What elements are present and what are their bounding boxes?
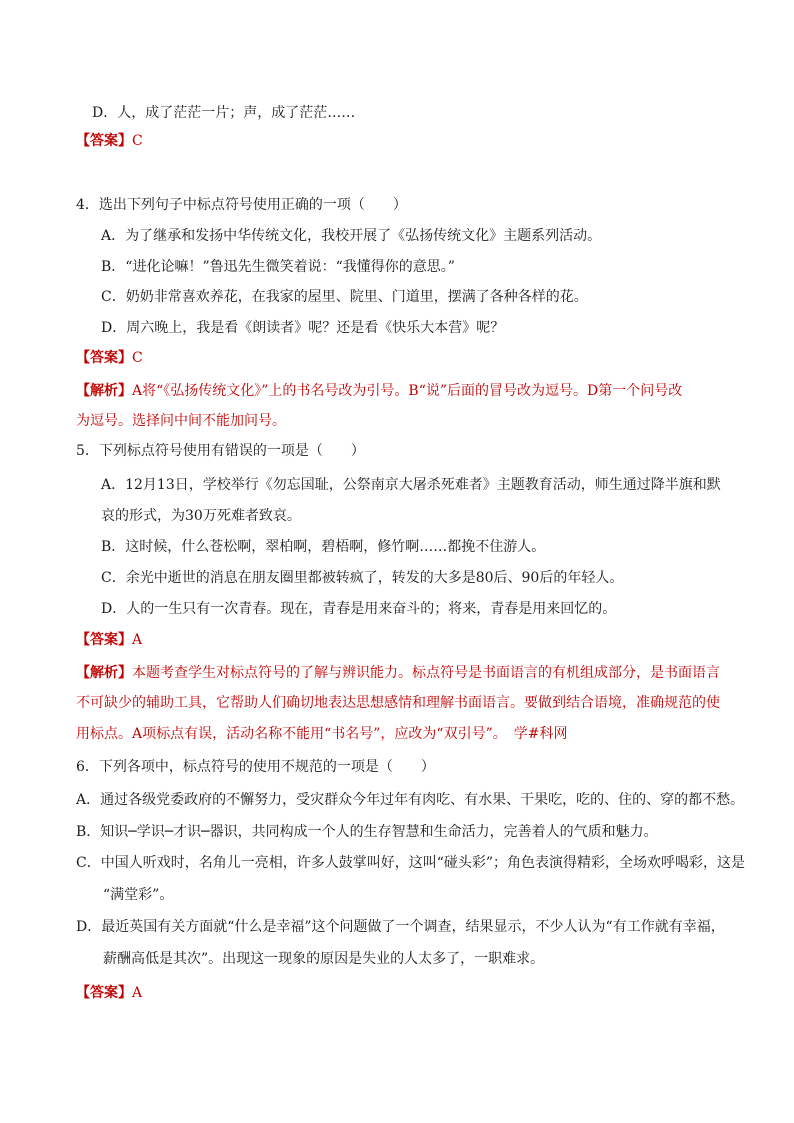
q4-analysis-line-2: 为逗号。选择问中间不能加问号。 bbox=[76, 413, 286, 429]
q5-option-a-line-1: A．12月13日，学校举行《勿忘国耻，公祭南京大屠杀死难者》主题教育活动，师生通过降半旗和默 bbox=[101, 477, 721, 493]
q5-option-c: C．余光中逝世的消息在朋友圈里都被转疯了，转发的大多是80后、90后的年轻人。 bbox=[101, 570, 624, 586]
q6-option-d-line-2: 薪酬高低是其次”。出现这一现象的原因是失业的人太多了，一职难求。 bbox=[103, 951, 545, 967]
analysis-tag: 【解析】 bbox=[76, 665, 132, 681]
answer-value: C bbox=[132, 133, 143, 149]
q4-option-d: D．周六晚上，我是看《朗读者》呢？还是看《快乐大本营》呢？ bbox=[101, 320, 505, 336]
q4-answer bbox=[76, 348, 143, 368]
answer-value: A bbox=[132, 985, 143, 1001]
q5-analysis-line-2: 不可缺少的辅助工具，它帮助人们确切地表达思想感情和理解书面语言。要做到结合语境，准确规范的使 bbox=[76, 695, 720, 711]
answer-tag: 【答案】 bbox=[76, 632, 132, 648]
q4-option-b: B．“进化论嘛！”鲁迅先生微笑着说：“我懂得你的意思。” bbox=[101, 259, 455, 275]
answer-value: C bbox=[132, 350, 143, 366]
q4-option-c: C．奶奶非常喜欢养花，在我家的屋里、院里、门道里，摆满了各种各样的花。 bbox=[101, 289, 588, 305]
answer-tag: 【答案】 bbox=[76, 985, 132, 1001]
q6-option-b: B．知识─学识─才识─器识，共同构成一个人的生存智慧和生命活力，完善着人的气质和魅力。 bbox=[76, 824, 658, 840]
answer-tag: 【答案】 bbox=[76, 133, 132, 149]
q5-option-d: D．人的一生只有一次青春。现在，青春是用来奋斗的；将来，青春是用来回忆的。 bbox=[101, 601, 617, 617]
q5-stem: 5．下列标点符号使用有错误的一项是（ ） bbox=[76, 443, 365, 459]
q5-option-a-line-2: 哀的形式，为30万死难者致哀。 bbox=[101, 508, 301, 524]
analysis-text: A将“《弘扬传统文化》”上的书名号改为引号。B“说”后面的冒号改为逗号。D第一个问号改 bbox=[132, 383, 683, 399]
q3-answer bbox=[76, 131, 143, 151]
q5-answer bbox=[76, 630, 142, 650]
q3-option-d: D．人，成了茫茫一片；声，成了茫茫…… bbox=[92, 105, 356, 121]
q6-option-c-line-1: C．中国人听戏时，名角儿一亮相，许多人鼓掌叫好，这叫“碰头彩”；角色表演得精彩，全场欢呼喝彩，这是 bbox=[76, 855, 746, 871]
answer-value: A bbox=[132, 632, 143, 648]
answer-tag: 【答案】 bbox=[76, 350, 132, 366]
q6-option-c-line-2: “满堂彩”。 bbox=[103, 887, 174, 903]
analysis-text: 本题考查学生对标点符号的了解与辨识能力。标点符号是书面语言的有机组成部分，是书面语言 bbox=[132, 665, 720, 681]
q6-answer bbox=[76, 983, 142, 1003]
q4-option-a: A．为了继承和发扬中华传统文化，我校开展了《弘扬传统文化》主题系列活动。 bbox=[101, 228, 602, 244]
q6-option-d-line-1: D．最近英国有关方面就“什么是幸福”这个问题做了一个调查，结果显示，不少人认为“有工作就有幸福， bbox=[76, 919, 725, 935]
q6-stem: 6．下列各项中，标点符号的使用不规范的一项是（ ） bbox=[76, 759, 435, 775]
q4-analysis-line-1 bbox=[76, 381, 682, 401]
q5-option-b: B．这时候，什么苍松啊，翠柏啊，碧梧啊，修竹啊……都挽不住游人。 bbox=[101, 539, 546, 555]
q5-analysis-line-3: 用标点。A项标点有误，活动名称不能用“书名号”，应改为“双引号”。 学#科网 bbox=[76, 726, 568, 742]
q4-stem: 4．选出下列句子中标点符号使用正确的一项（ ） bbox=[76, 197, 407, 213]
q5-analysis-line-1 bbox=[76, 663, 720, 683]
q6-option-a: A．通过各级党委政府的不懈努力，受灾群众今年过年有肉吃、有水果、干果吃，吃的、住的、穿的都不愁。 bbox=[76, 792, 745, 808]
analysis-tag: 【解析】 bbox=[76, 383, 132, 399]
